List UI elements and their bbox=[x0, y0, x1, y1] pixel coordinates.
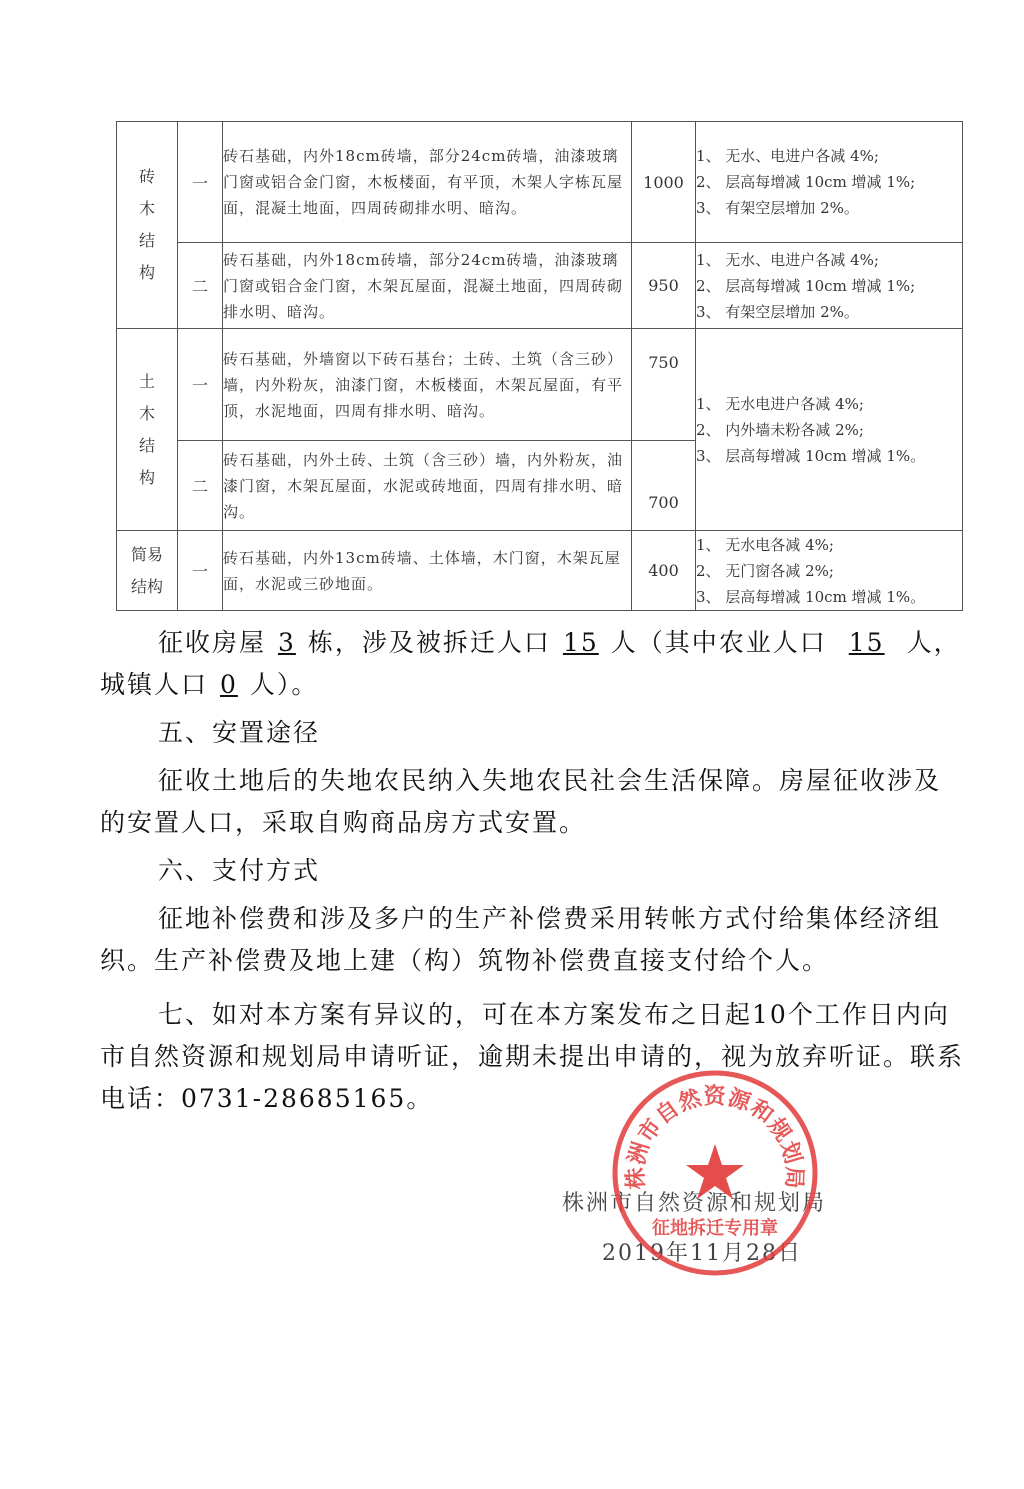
notes-cell bbox=[696, 122, 963, 243]
seal-outer-text: 株洲市自然资源和规划局 bbox=[622, 1083, 808, 1190]
star-icon bbox=[686, 1144, 744, 1199]
table-row bbox=[117, 243, 963, 329]
section-5-body: 征收土地后的失地农民纳入失地农民社会生活保障。房屋征收涉及的安置人口，采取自购商品房方式安置。 bbox=[100, 766, 942, 837]
section-6-title: 六、支付方式 bbox=[158, 856, 321, 885]
official-seal-stamp bbox=[610, 1068, 820, 1278]
grade-cell: 一 bbox=[178, 122, 223, 243]
description-cell: 砖石基础，内外土砖、土筑（含三砂）墙，内外粉灰，油漆门窗，木架瓦屋面，水泥或砖地面，四周有排水明、暗沟。 bbox=[223, 441, 632, 531]
table-row bbox=[117, 122, 963, 243]
price-cell: 1000 bbox=[632, 122, 696, 243]
section-7-body: 七、如对本方案有异议的，可在本方案发布之日起10个工作日内向市自然资源和规划局申请听证，逾期未提出申请的，视为放弃听证。联系电话：0731-28685165。 bbox=[100, 1000, 965, 1113]
section-6-body: 征地补偿费和涉及多户的生产补偿费采用转帐方式付给集体经济组织。生产补偿费及地上建（构）筑物补偿费直接支付给个人。 bbox=[100, 904, 942, 975]
section-5-title: 五、安置途径 bbox=[158, 718, 321, 747]
seal-inner-text: 征地拆迁专用章 bbox=[652, 1218, 778, 1239]
note-line: 3、 有架空层增加 2%。 bbox=[696, 199, 859, 217]
houses-count: 3 bbox=[278, 628, 296, 657]
note-line: 2、 层高每增减 10cm 增减 1%; bbox=[696, 173, 916, 191]
description-cell: 砖石基础，内外18cm砖墙，部分24cm砖墙，油漆玻璃门窗或铝合金门窗，木架瓦屋面，混凝土地面，四周砖砌排水明、暗沟。 bbox=[223, 243, 632, 329]
price-cell: 700 bbox=[632, 441, 696, 531]
description-cell: 砖石基础，内外13cm砖墙、土体墙，木门窗，木架瓦屋面，水泥或三砂地面。 bbox=[223, 531, 632, 611]
grade-cell: 一 bbox=[178, 329, 223, 441]
category-cell: 简易 结构 bbox=[117, 531, 178, 611]
description-cell: 砖石基础，外墙窗以下砖石基台；土砖、土筑（含三砂）墙，内外粉灰，油漆门窗，木板楼面，木架瓦屋面，有平顶，水泥地面，四周有排水明、暗沟。 bbox=[223, 329, 632, 441]
price-cell: 400 bbox=[632, 531, 696, 611]
notes-cell bbox=[696, 243, 963, 329]
category-cell: 土 木 结 构 bbox=[117, 329, 178, 531]
notes-cell bbox=[696, 531, 963, 611]
note-line: 2、 无门窗各减 2%; bbox=[696, 561, 834, 580]
note-line: 3、 有架空层增加 2%。 bbox=[696, 302, 859, 321]
category-cell: 砖 木 结 构 bbox=[117, 122, 178, 329]
grade-cell: 一 bbox=[178, 531, 223, 611]
note-line: 1、 无水、电进户各减 4%; bbox=[696, 250, 879, 269]
note-line: 1、 无水电进户各减 4%; bbox=[696, 394, 864, 413]
document-body bbox=[100, 622, 966, 1120]
houses-paragraph: 征收房屋 3 栋，涉及被拆迁人口 15 人（其中农业人口 15 人，城镇人口 0 人）。 bbox=[100, 628, 961, 699]
note-line: 1、 无水电各减 4%; bbox=[696, 535, 834, 554]
description-cell: 砖石基础，内外18cm砖墙，部分24cm砖墙，油漆玻璃门窗或铝合金门窗，木板楼面，有平顶，木架人字栋瓦屋面，混凝土地面，四周砖砌排水明、暗沟。 bbox=[223, 122, 632, 243]
price-cell: 750 bbox=[632, 329, 696, 441]
population-count: 15 bbox=[562, 628, 599, 657]
building-compensation-table bbox=[116, 121, 963, 611]
table-row bbox=[117, 329, 963, 441]
price-cell: 950 bbox=[632, 243, 696, 329]
note-line: 2、 内外墙未粉各减 2%; bbox=[696, 420, 864, 439]
note-line: 3、 层高每增减 10cm 增减 1%。 bbox=[696, 446, 926, 465]
table-row bbox=[117, 531, 963, 611]
urban-population-count: 0 bbox=[220, 670, 238, 699]
signature-date: 2019年11月28日 bbox=[602, 1241, 802, 1266]
note-line: 1、 无水、电进户各减 4%; bbox=[696, 147, 879, 165]
note-line: 2、 层高每增减 10cm 增减 1%; bbox=[696, 276, 916, 295]
grade-cell: 二 bbox=[178, 243, 223, 329]
agri-population-count: 15 bbox=[848, 628, 885, 657]
signature-org: 株洲市自然资源和规划局 bbox=[562, 1191, 827, 1216]
grade-cell: 二 bbox=[178, 441, 223, 531]
note-line: 3、 层高每增减 10cm 增减 1%。 bbox=[696, 587, 926, 606]
notes-cell bbox=[696, 329, 963, 531]
